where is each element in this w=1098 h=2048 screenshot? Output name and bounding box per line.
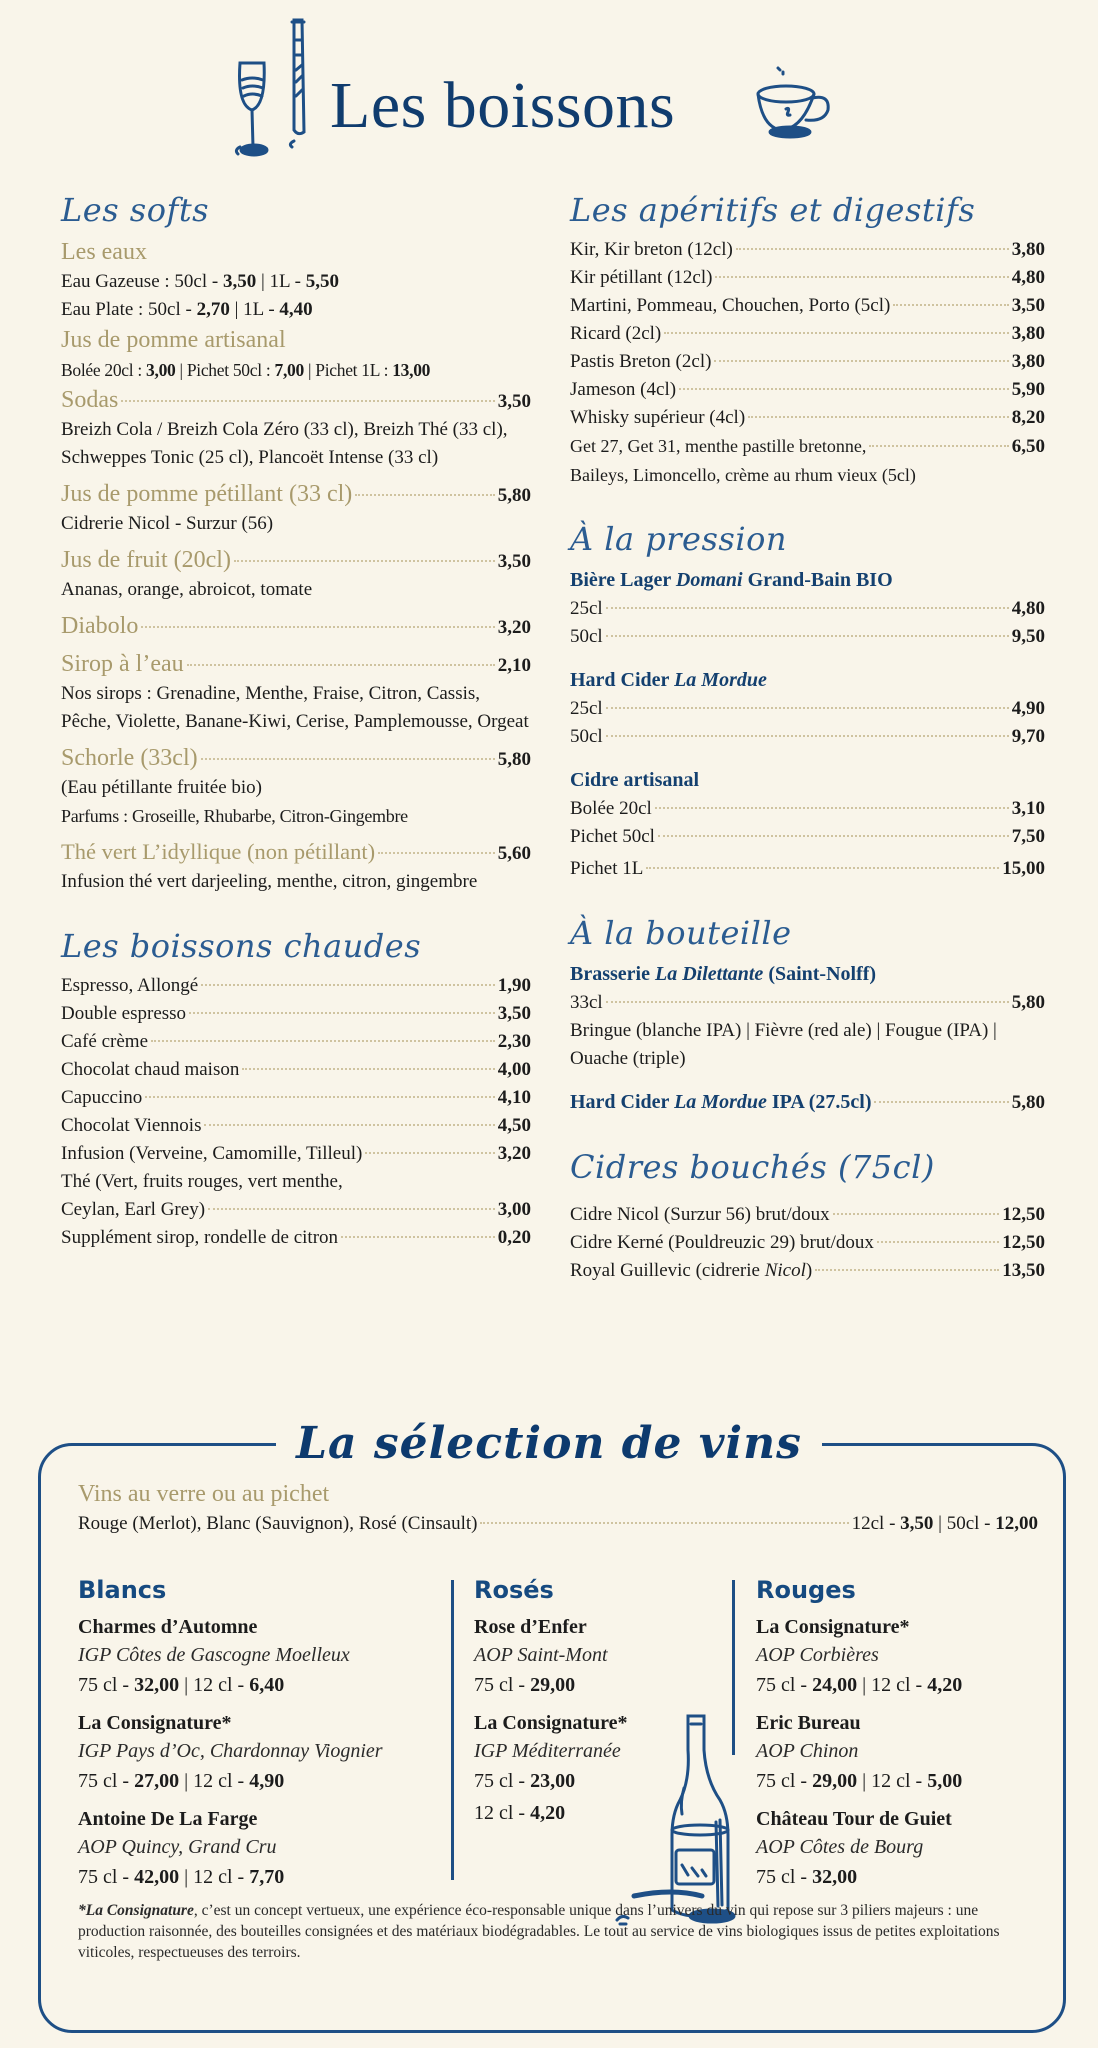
item-description: Bringue (blanche IPA) | Fièvre (red ale) | Fougue (IPA) | Ouache (triple) <box>570 1020 997 1069</box>
menu-item: Chocolat Viennois 4,50 <box>61 1115 531 1136</box>
menu-item: Espresso, Allongé 1,90 <box>61 975 531 996</box>
subsection-title-jus-pomme: Jus de pomme artisanal <box>61 327 286 353</box>
menu-item: Bolée 20cl 3,10 <box>570 798 1045 819</box>
menu-item: Café crème 2,30 <box>61 1031 531 1052</box>
item-description: Breizh Cola / Breizh Cola Zéro (33 cl), Breizh Thé (33 cl), Schweppes Tonic (25 cl), Plancoët Intense (33 cl) <box>61 419 508 468</box>
menu-item: Pastis Breton (2cl) 3,80 <box>570 351 1045 372</box>
item-description: Infusion thé vert darjeeling, menthe, citron, gingembre <box>61 871 478 892</box>
wine-by-glass <box>78 1478 1038 1538</box>
right-column <box>570 190 1045 1285</box>
menu-item: Pichet 50cl 7,50 <box>570 826 1045 847</box>
wine-category-title: Blancs <box>78 1576 167 1604</box>
item-description: Cidrerie Nicol - Surzur (56) <box>61 513 274 534</box>
section-title-boissons-chaudes: Les boissons chaudes <box>61 927 422 965</box>
wine-item: Eric Bureau AOP Chinon 75 cl - 29,00 | 12 cl - 5,00 <box>756 1712 963 1792</box>
wine-column-rouges <box>756 1570 1046 1892</box>
wine-category-title: Rosés <box>474 1576 554 1604</box>
price: 2,10 <box>497 655 531 676</box>
menu-item-eau-plate: Eau Plate : 50cl - 2,70 | 1L - 4,40 <box>61 299 313 320</box>
wine-item: Rose d’Enfer AOP Saint-Mont 75 cl - 29,00 <box>474 1616 608 1696</box>
consignature-footnote: *La Consignature, c’est un concept vertueux, une expérience éco-responsable unique dans l’univers du vin qui repose sur 3 piliers majeurs : une production raisonnée, des bouteilles consignées et des matériaux biodégradables. Le tout au service de vins biologiques issus de petites exploitations viticoles, respectueuses des terroirs. <box>78 1902 1000 1961</box>
menu-item: Cidre Kerné (Pouldreuzic 29) brut/doux 12,50 <box>570 1232 1045 1253</box>
product-title-cidre-artisanal: Cidre artisanal <box>570 769 700 791</box>
menu-item-digestifs: Get 27, Get 31, menthe pastille bretonne, 6,50 <box>570 436 1045 457</box>
wine-item: La Consignature* IGP Méditerranée 75 cl - 23,00 12 cl - 4,20 <box>474 1712 628 1824</box>
wine-category-title: Rouges <box>756 1576 856 1604</box>
menu-item-eau-gazeuse: Eau Gazeuse : 50cl - 3,50 | 1L - 5,50 <box>61 271 340 292</box>
menu-item-schorle: Schorle (33cl) 5,80 <box>61 745 531 771</box>
menu-item: 50cl 9,50 <box>570 626 1045 647</box>
menu-item-jus-pomme: Bolée 20cl : 3,00 | Pichet 50cl : 7,00 | Pichet 1L : 13,00 <box>61 360 431 380</box>
menu-item: Jameson (4cl) 5,90 <box>570 379 1045 400</box>
wine-item: Château Tour de Guiet AOP Côtes de Bourg 75 cl - 32,00 <box>756 1808 952 1888</box>
item-description: Nos sirops : Grenadine, Menthe, Fraise, Citron, Cassis, Pêche, Violette, Banane-Kiwi, Cerise, Pamplemousse, Orgeat <box>61 683 529 732</box>
wine-item: Charmes d’Automne IGP Côtes de Gascogne Moelleux 75 cl - 32,00 | 12 cl - 6,40 <box>78 1616 350 1696</box>
wine-columns <box>78 1570 1038 1888</box>
menu-item: Pichet 1L 15,00 <box>570 858 1045 879</box>
price: 5,60 <box>497 843 531 864</box>
wine-section-title: La sélection de vins <box>276 1418 822 1469</box>
section-title-cidres-bouches: Cidres bouchés (75cl) <box>570 1148 935 1186</box>
menu-item: Martini, Pommeau, Chouchen, Porto (5cl) 3,50 <box>570 295 1045 316</box>
product-title-biere-lager: Bière Lager Domani Grand-Bain BIO <box>570 569 893 591</box>
wine-item: La Consignature* IGP Pays d’Oc, Chardonnay Viognier 75 cl - 27,00 | 12 cl - 4,90 <box>78 1712 383 1792</box>
wine-column-blancs <box>78 1570 458 1892</box>
price: 5,80 <box>497 485 531 506</box>
section-title-bouteille: À la bouteille <box>570 914 792 952</box>
subsection-title-eaux: Les eaux <box>61 239 147 265</box>
product-title-brasserie: Brasserie La Dilettante (Saint-Nolff) <box>570 963 877 985</box>
menu-item: Kir pétillant (12cl) 4,80 <box>570 267 1045 288</box>
wine-item: La Consignature* AOP Corbières 75 cl - 24,00 | 12 cl - 4,20 <box>756 1616 963 1696</box>
menu-item: Kir, Kir breton (12cl) 3,80 <box>570 239 1045 260</box>
menu-item: Ricard (2cl) 3,80 <box>570 323 1045 344</box>
price: 3,20 <box>497 617 531 638</box>
menu-item-diabolo: Diabolo 3,20 <box>61 613 531 639</box>
menu-item: Cidre Nicol (Surzur 56) brut/doux 12,50 <box>570 1204 1045 1225</box>
menu-item: Whisky supérieur (4cl) 8,20 <box>570 407 1045 428</box>
menu-item-vin-verre: Rouge (Merlot), Blanc (Sauvignon), Rosé (Cinsault) 12cl - 3,50 | 50cl - 12,00 <box>78 1513 1038 1534</box>
menu-item: Infusion (Verveine, Camomille, Tilleul) 3,20 <box>61 1143 531 1164</box>
section-title-pression: À la pression <box>570 520 787 558</box>
price: 5,80 <box>497 749 531 770</box>
menu-item-jus-petillant: Jus de pomme pétillant (33 cl) 5,80 <box>61 481 531 507</box>
wine-glass-and-bottle-icon <box>232 10 327 164</box>
menu-item-hard-cider-ipa: Hard Cider La Mordue IPA (27.5cl) 5,80 <box>570 1091 1045 1113</box>
menu-item-the: Ceylan, Earl Grey) 3,00 <box>61 1199 531 1220</box>
coffee-cup-icon <box>750 64 835 148</box>
menu-item: Capuccino 4,10 <box>61 1087 531 1108</box>
menu-item: 50cl 9,70 <box>570 726 1045 747</box>
section-title-aperitifs: Les apéritifs et digestifs <box>570 191 976 229</box>
menu-item-sodas: Sodas 3,50 <box>61 387 531 413</box>
menu-item-digestifs-line2: Baileys, Limoncello, crème au rhum vieux (5cl) <box>570 465 916 485</box>
menu-item: Chocolat chaud maison 4,00 <box>61 1059 531 1080</box>
price: 3,50 <box>497 551 531 572</box>
menu-item: 33cl 5,80 <box>570 992 1045 1013</box>
left-column <box>61 190 531 1252</box>
page-header <box>0 0 1098 170</box>
menu-item-the-line1: Thé (Vert, fruits rouges, vert menthe, <box>61 1171 343 1192</box>
menu-item-sirop: Sirop à l’eau 2,10 <box>61 651 531 677</box>
section-title-softs: Les softs <box>61 191 210 229</box>
item-description: Parfums : Groseille, Rhubarbe, Citron-Gingembre <box>61 806 408 826</box>
menu-item: Royal Guillevic (cidrerie Nicol) 13,50 <box>570 1260 1045 1281</box>
item-description: (Eau pétillante fruitée bio) <box>61 777 262 798</box>
menu-item-the-vert: Thé vert L’idyllique (non pétillant) 5,60 <box>61 839 531 864</box>
menu-item-supplement: Supplément sirop, rondelle de citron 0,20 <box>61 1227 531 1248</box>
price: 3,50 <box>497 391 531 412</box>
page-title: Les boissons <box>330 69 676 142</box>
product-title-hard-cider: Hard Cider La Mordue <box>570 669 767 691</box>
menu-item-jus-fruit: Jus de fruit (20cl) 3,50 <box>61 547 531 573</box>
menu-item: Double espresso 3,50 <box>61 1003 531 1024</box>
menu-item: 25cl 4,80 <box>570 598 1045 619</box>
item-description: Ananas, orange, abroicot, tomate <box>61 579 313 600</box>
menu-item: 25cl 4,90 <box>570 698 1045 719</box>
wine-item: Antoine De La Farge AOP Quincy, Grand Cru 75 cl - 42,00 | 12 cl - 7,70 <box>78 1808 285 1888</box>
subsection-title-vins-verre: Vins au verre ou au pichet <box>78 1481 330 1507</box>
